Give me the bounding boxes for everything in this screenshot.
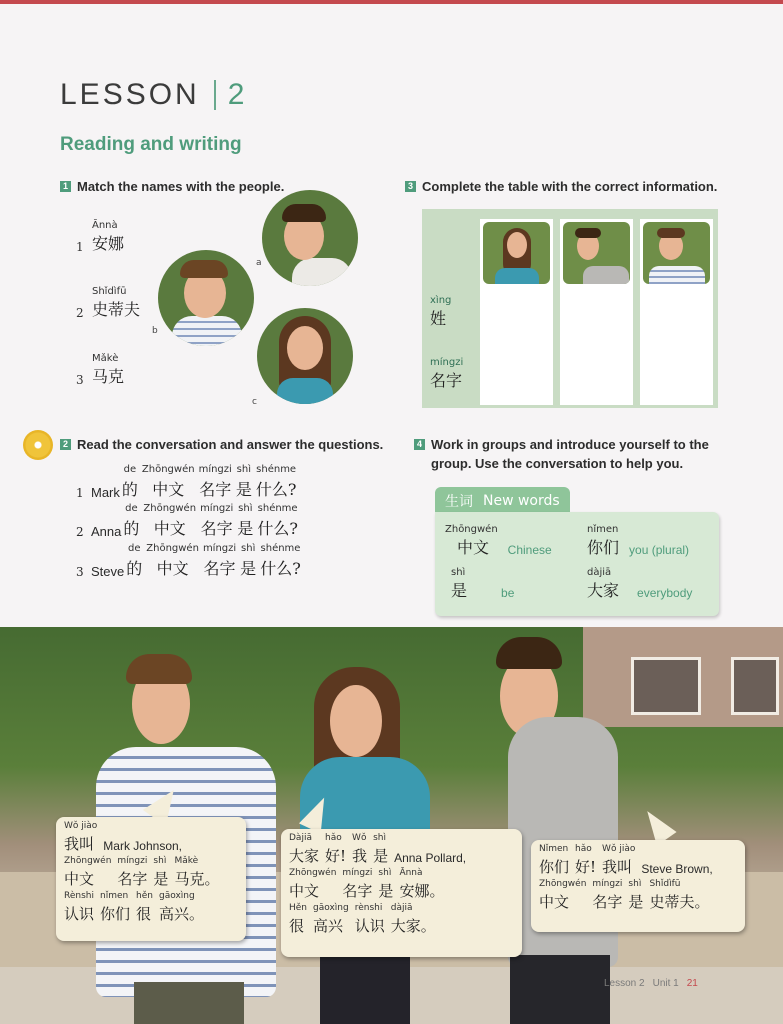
seg-pinyin: shì xyxy=(236,464,251,475)
exercise-2-instruction: Read the conversation and answer the questions. xyxy=(77,437,384,452)
word-english: everybody xyxy=(637,586,693,600)
table-row-label-xing xyxy=(430,295,451,329)
word-hanzi: 大家 xyxy=(587,581,620,600)
table-column-3[interactable] xyxy=(640,219,713,405)
exercise-2-number: 2 xyxy=(60,439,71,450)
bubble-hanzi: 名字 xyxy=(342,882,373,900)
bubble-hanzi: 好! xyxy=(575,858,597,876)
name-index: 1 xyxy=(76,240,84,254)
bubble-hanzi: 认识 xyxy=(64,905,95,923)
question-segment xyxy=(199,464,232,500)
lesson-number: 2 xyxy=(227,78,245,111)
seg-pinyin: míngzi xyxy=(202,543,237,554)
name-pinyin: Ānnà xyxy=(92,220,118,231)
question-segment xyxy=(256,464,297,500)
bubble-pinyin: Wǒ xyxy=(352,833,367,843)
row-pinyin: míngzi xyxy=(430,357,464,368)
seg-hanzi: 是 xyxy=(237,519,254,538)
seg-pinyin: shì xyxy=(238,503,253,514)
word-hanzi: 是 xyxy=(451,581,468,600)
new-words-tab xyxy=(435,487,570,514)
word-hanzi: 你们 xyxy=(587,538,620,557)
question-segment xyxy=(122,464,138,500)
page-number: 21 xyxy=(686,978,698,989)
info-table xyxy=(422,209,718,408)
bubble-pinyin: nǐmen xyxy=(100,891,129,901)
word-entry xyxy=(451,567,514,601)
exercise-4-instruction-line2: group. Use the conversation to help you. xyxy=(431,456,684,471)
bubble-pinyin: Ānnà xyxy=(399,868,423,878)
bubble-english: Mark Johnson, xyxy=(103,839,182,853)
question-segment xyxy=(143,503,196,539)
bubble-hanzi: 很 xyxy=(289,917,305,935)
question-index: 3 xyxy=(76,565,84,579)
bubble-pinyin: shì xyxy=(373,833,386,843)
word-english: you (plural) xyxy=(629,543,690,557)
seg-hanzi: 什么? xyxy=(260,559,301,578)
bubble-pinyin: Rènshi xyxy=(64,891,94,901)
bubble-pinyin: gāoxìng xyxy=(313,903,349,913)
bubble-hanzi: 高兴 xyxy=(313,917,344,935)
photo-b xyxy=(158,250,254,346)
bubble-pinyin: Wǒ jiào xyxy=(602,844,636,854)
exercise-4-instruction-line1: Work in groups and introduce yourself to the xyxy=(431,437,709,452)
bubble-pinyin: míngzi xyxy=(117,856,148,866)
word-entry xyxy=(587,567,692,601)
lesson-label: LESSON xyxy=(60,78,200,111)
bubble-hanzi: 名字 xyxy=(117,870,148,888)
seg-pinyin: de xyxy=(128,543,141,554)
question-index: 2 xyxy=(76,525,84,539)
question-person: Mark xyxy=(91,485,120,500)
bubble-hanzi: 名字 xyxy=(592,893,623,911)
speech-bubble-anna xyxy=(281,829,522,957)
bubble-pinyin: shì xyxy=(628,879,642,889)
name-hanzi: 安娜 xyxy=(92,234,125,253)
bubble-pinyin: hěn xyxy=(136,891,153,901)
bubble-hanzi: 马克。 xyxy=(174,870,220,888)
table-photo-steve xyxy=(563,222,630,284)
table-row-label-mingzi xyxy=(430,357,463,391)
question-line xyxy=(76,503,302,539)
name-hanzi: 史蒂夫 xyxy=(92,300,141,319)
audio-cd-icon[interactable] xyxy=(23,430,53,460)
seg-hanzi: 名字 xyxy=(200,519,233,538)
question-line xyxy=(76,543,305,579)
table-column-2[interactable] xyxy=(560,219,633,405)
name-item-anna xyxy=(76,220,124,254)
question-line xyxy=(76,464,300,500)
bubble-english: Anna Pollard, xyxy=(394,851,467,865)
seg-hanzi: 是 xyxy=(235,480,252,499)
bubble-pinyin: míngzi xyxy=(342,868,373,878)
exercise-4-number: 4 xyxy=(414,439,425,450)
bubble-hanzi: 我 xyxy=(352,847,368,865)
footer-unit: Unit 1 xyxy=(652,978,679,989)
seg-pinyin: shénme xyxy=(260,543,301,554)
photo-letter-b: b xyxy=(152,326,158,336)
word-pinyin: Zhōngwén xyxy=(445,524,498,535)
bubble-hanzi: 是 xyxy=(628,893,644,911)
bubble-pinyin: dàjiā xyxy=(390,903,413,913)
bubble-hanzi: 好! xyxy=(325,847,347,865)
seg-hanzi: 名字 xyxy=(199,480,232,499)
seg-pinyin: de xyxy=(125,503,138,514)
question-index: 1 xyxy=(76,486,84,500)
lesson-heading xyxy=(60,78,244,112)
seg-pinyin: míngzi xyxy=(200,503,234,514)
bubble-pinyin: Zhōngwén xyxy=(539,879,587,889)
question-segment xyxy=(203,543,236,579)
bubble-hanzi: 我叫 xyxy=(602,858,633,876)
bubble-hanzi: 大家 xyxy=(289,847,320,865)
question-segment xyxy=(123,503,139,539)
bubble-pinyin: hǎo xyxy=(575,844,592,854)
bubble-pinyin: Wǒ jiào xyxy=(64,821,98,831)
bubble-pinyin: Zhōngwén xyxy=(64,856,112,866)
name-pinyin: Shǐdìfū xyxy=(92,286,127,297)
new-words-tab-hanzi: 生词 xyxy=(445,493,473,510)
table-column-1[interactable] xyxy=(480,219,553,405)
bubble-hanzi: 大家。 xyxy=(390,917,436,935)
row-pinyin: xìng xyxy=(430,295,452,306)
bubble-pinyin: rènshi xyxy=(354,903,383,913)
row-hanzi: 名字 xyxy=(430,371,463,390)
seg-hanzi: 什么? xyxy=(257,519,298,538)
seg-hanzi: 名字 xyxy=(203,559,236,578)
bubble-hanzi: 中文 xyxy=(289,882,320,900)
seg-pinyin: shénme xyxy=(257,503,298,514)
bubble-pinyin: Nǐmen xyxy=(539,844,569,854)
seg-hanzi: 中文 xyxy=(152,480,185,499)
question-segment xyxy=(142,464,195,500)
seg-pinyin: míngzi xyxy=(198,464,232,475)
exercise-2-heading xyxy=(60,435,383,454)
word-hanzi: 中文 xyxy=(457,538,490,557)
table-photo-girl xyxy=(483,222,550,284)
exercise-1-number: 1 xyxy=(60,181,71,192)
table-photo-mark xyxy=(643,222,710,284)
word-pinyin: dàjiā xyxy=(587,567,612,578)
question-person: Steve xyxy=(91,564,125,579)
seg-pinyin: shì xyxy=(241,543,256,554)
bubble-hanzi: 认识 xyxy=(354,917,385,935)
bubble-pinyin: hǎo xyxy=(325,833,342,843)
bubble-hanzi: 我叫 xyxy=(64,835,95,853)
new-words-tab-english: New words xyxy=(483,492,560,509)
section-title: Reading and writing xyxy=(60,134,242,155)
bubble-hanzi: 高兴。 xyxy=(158,905,204,923)
bubble-hanzi: 是 xyxy=(153,870,169,888)
seg-hanzi: 什么? xyxy=(255,480,297,499)
seg-pinyin: de xyxy=(123,464,137,475)
bubble-pinyin: gāoxìng xyxy=(158,891,195,901)
name-index: 2 xyxy=(76,306,84,320)
bubble-pinyin: Zhōngwén xyxy=(289,868,337,878)
question-segment xyxy=(200,503,233,539)
word-english: be xyxy=(501,586,515,600)
bubble-pinyin: shì xyxy=(378,868,392,878)
name-index: 3 xyxy=(76,373,84,387)
bubble-hanzi: 是 xyxy=(378,882,394,900)
bubble-pinyin: Dàjiā xyxy=(289,833,312,843)
seg-hanzi: 的 xyxy=(123,519,140,538)
question-segment xyxy=(260,543,301,579)
exercise-3-heading xyxy=(405,177,717,196)
question-person: Anna xyxy=(91,524,122,539)
page-footer xyxy=(604,978,698,989)
bubble-pinyin: Mǎkè xyxy=(174,856,199,866)
bubble-hanzi: 安娜。 xyxy=(399,882,445,900)
seg-hanzi: 的 xyxy=(126,559,143,578)
name-hanzi: 马克 xyxy=(92,367,125,386)
exercise-3-number: 3 xyxy=(405,181,416,192)
question-segment xyxy=(126,543,142,579)
exercise-3-instruction: Complete the table with the correct information. xyxy=(422,179,718,194)
question-segment xyxy=(146,543,199,579)
exercise-4-heading xyxy=(414,435,709,473)
photo-letter-c: c xyxy=(252,397,257,407)
bubble-pinyin: míngzi xyxy=(592,879,623,889)
seg-hanzi: 中文 xyxy=(153,519,186,538)
bubble-hanzi: 你们 xyxy=(100,905,131,923)
exercise-1-heading xyxy=(60,177,284,196)
question-segment xyxy=(236,464,252,500)
bubble-hanzi: 史蒂夫。 xyxy=(649,893,710,911)
seg-pinyin: Zhōngwén xyxy=(143,503,197,514)
name-item-mark xyxy=(76,353,124,387)
seg-hanzi: 的 xyxy=(121,480,138,499)
bubble-hanzi: 中文 xyxy=(64,870,95,888)
question-segment xyxy=(240,543,256,579)
photo-c xyxy=(257,308,353,404)
bubble-pinyin: Shǐdìfū xyxy=(649,879,681,889)
speech-bubble-steve xyxy=(531,840,745,932)
bubble-pinyin: Hěn xyxy=(289,903,308,913)
seg-hanzi: 中文 xyxy=(156,559,189,578)
lesson-divider xyxy=(214,80,216,110)
photo-a xyxy=(262,190,358,286)
seg-pinyin: shénme xyxy=(256,464,297,475)
word-pinyin: shì xyxy=(451,567,466,578)
word-english: Chinese xyxy=(507,543,552,557)
seg-hanzi: 是 xyxy=(240,559,257,578)
photo-letter-a: a xyxy=(256,258,262,268)
top-rule xyxy=(0,0,783,4)
footer-lesson: Lesson 2 xyxy=(604,978,645,989)
bubble-hanzi: 中文 xyxy=(539,893,570,911)
bubble-pinyin: shì xyxy=(153,856,167,866)
seg-pinyin: Zhōngwén xyxy=(146,543,199,554)
question-segment xyxy=(237,503,253,539)
word-entry xyxy=(587,524,689,558)
new-words-box xyxy=(435,512,719,616)
bubble-hanzi: 是 xyxy=(373,847,389,865)
bubble-hanzi: 很 xyxy=(136,905,152,923)
question-segment xyxy=(257,503,298,539)
speech-bubble-mark xyxy=(56,817,246,941)
seg-pinyin: Zhōngwén xyxy=(141,464,195,475)
row-hanzi: 姓 xyxy=(430,309,447,328)
word-entry xyxy=(445,524,552,558)
bubble-english: Steve Brown, xyxy=(641,862,713,876)
bubble-hanzi: 你们 xyxy=(539,858,570,876)
word-pinyin: nǐmen xyxy=(587,524,619,535)
exercise-1-instruction: Match the names with the people. xyxy=(77,179,285,194)
name-pinyin: Mǎkè xyxy=(92,353,119,364)
name-item-steve xyxy=(76,286,140,320)
